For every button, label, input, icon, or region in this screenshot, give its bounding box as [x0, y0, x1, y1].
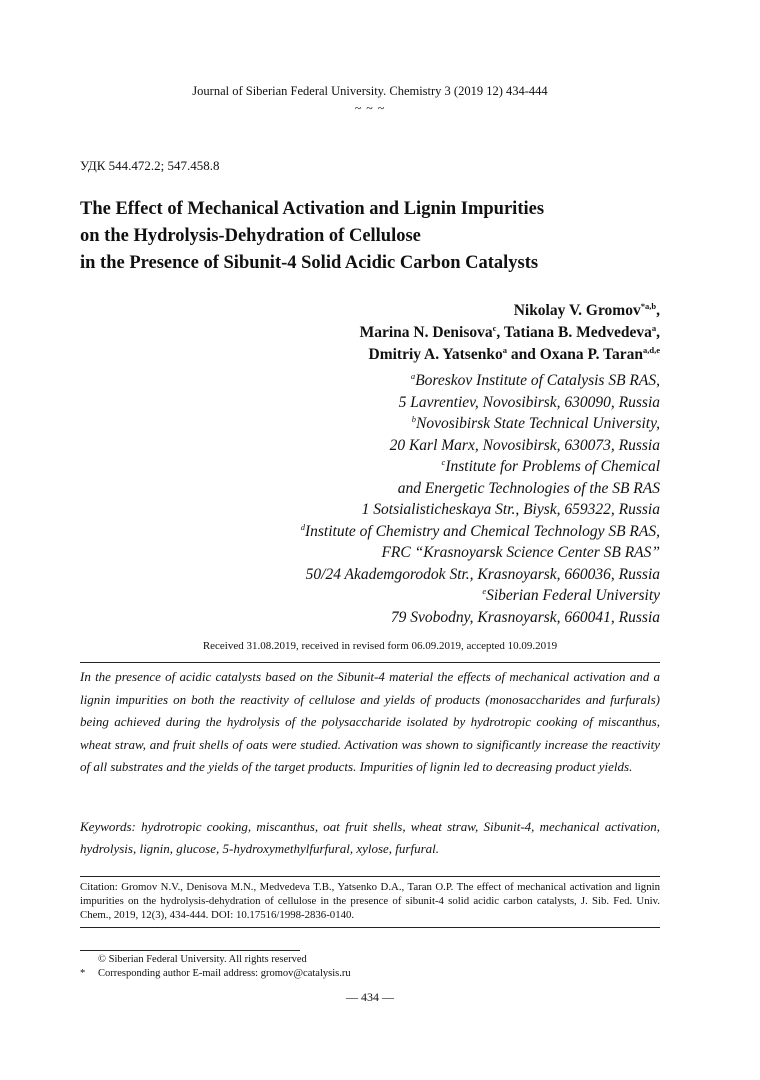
author-sup: *a,b	[640, 300, 657, 311]
affiliation-text: 5 Lavrentiev, Novosibirsk, 630090, Russia	[398, 393, 660, 411]
affiliation-line	[301, 607, 660, 629]
author-name: Oxana P. Taran	[539, 346, 643, 363]
affiliation-line	[301, 456, 660, 478]
affiliation-line	[301, 521, 660, 543]
affiliation-text: Institute for Problems of Chemical	[445, 458, 660, 475]
author-sup: a	[651, 322, 657, 333]
affiliation-sup: c	[441, 456, 446, 467]
author-list	[360, 300, 660, 366]
author-name: Marina N. Denisova	[359, 324, 493, 341]
affiliation-text: 20 Karl Marx, Novosibirsk, 630073, Russia	[389, 436, 660, 454]
affiliation-line	[301, 585, 660, 607]
author-name: Tatiana B. Medvedeva	[503, 324, 652, 341]
affiliation-sup: b	[411, 413, 417, 424]
footnote-rule	[80, 950, 300, 951]
author-sup: c	[492, 322, 497, 333]
affiliation-text: Institute of Chemistry and Chemical Technology SB RAS,	[304, 522, 660, 540]
affiliation-text: 79 Svobodny, Krasnoyarsk, 660041, Russia	[390, 608, 660, 626]
article-title	[80, 196, 680, 277]
title-line-3: in the Presence of Sibunit-4 Solid Acidic Carbon Catalysts	[80, 253, 539, 273]
affiliation-text: Boreskov Institute of Catalysis SB RAS,	[415, 372, 660, 389]
keywords: Keywords: hydrotropic cooking, miscanthus, oat fruit shells, wheat straw, Sibunit-4, mechanical activation, hydrolysis, lignin, glucose, 5-hydroxymethylfurfural, xylose, furfural.	[80, 819, 660, 856]
affiliation-text: 1 Sotsialisticheskaya Str., Biysk, 659322, Russia	[361, 501, 660, 518]
affiliation-line	[301, 370, 660, 392]
header-ornament: ~ ~ ~	[354, 101, 386, 115]
page-number: — 434 —	[346, 990, 394, 1004]
received-dates: Received 31.08.2019, received in revised form 06.09.2019, accepted 10.09.2019	[202, 640, 558, 652]
author-sep: ,	[656, 302, 660, 319]
corresponding-footnote	[80, 968, 351, 979]
author-line-3	[360, 344, 660, 366]
author-name: Dmitriy A. Yatsenko	[368, 346, 503, 363]
abstract-top-rule	[80, 662, 660, 663]
affiliation-sup: a	[410, 370, 416, 381]
affiliation-line	[301, 435, 660, 457]
citation-bottom-rule	[80, 927, 660, 928]
author-sep: ,	[496, 324, 501, 341]
affiliation-sup: e	[482, 585, 487, 596]
citation: Citation: Gromov N.V., Denisova M.N., Medvedeva T.B., Yatsenko D.A., Taran O.P. The effect of mechanical activation and lignin impurities on the hydrolysis-dehydration of cellulose in the presence of sibunit-4 solid acidic carbon catalysts, J. Sib. Fed. Univ. Chem., 2019, 12(3), 434-444. DOI: 10.17516/1998-2836-0140.	[80, 881, 660, 921]
corresponding-email: Corresponding author E-mail address: gromov@catalysis.ru	[98, 968, 351, 979]
udk-code: УДК 544.472.2; 547.458.8	[80, 158, 220, 173]
citation-top-rule	[80, 876, 660, 877]
author-sup: a,d,e	[642, 344, 660, 355]
author-line-2	[360, 322, 660, 344]
affiliation-line	[301, 392, 660, 414]
affiliation-line	[301, 542, 660, 564]
author-sep: ,	[656, 324, 660, 341]
title-line-2: on the Hydrolysis-Dehydration of Cellulose	[80, 226, 421, 246]
author-sup: a	[502, 344, 507, 355]
affiliation-sup: d	[300, 521, 305, 532]
affiliation-text: Novosibirsk State Technical University,	[416, 415, 660, 432]
affiliation-line	[301, 413, 660, 435]
affiliation-line	[301, 564, 660, 586]
author-sep: and	[506, 346, 536, 363]
affiliation-text: Siberian Federal University	[486, 587, 660, 604]
author-line-1	[360, 300, 660, 322]
journal-header: Journal of Siberian Federal University. Chemistry 3 (2019 12) 434-444	[192, 84, 548, 98]
author-name: Nikolay V. Gromov	[513, 302, 641, 319]
title-line-1: The Effect of Mechanical Activation and Lignin Impurities	[80, 199, 545, 219]
abstract: In the presence of acidic catalysts based on the Sibunit-4 material the effects of mechanical activation and a lignin impurities on both the reactivity of cellulose and yields of products (monosaccharides and furfurals) being achieved during the hydrolysis of the polysaccharide isolated by hydrotropic cooking of miscanthus, wheat straw, and fruit shells of oats were studied. Activation was shown to significantly increase the reactivity of all substrates and the yields of the target products. Impurities of lignin led to decreasing product yields.	[80, 669, 660, 774]
affiliation-text: FRC “Krasnoyarsk Science Center SB RAS”	[381, 544, 660, 561]
affiliation-line	[301, 499, 660, 521]
affiliation-text: and Energetic Technologies of the SB RAS	[397, 479, 660, 497]
affiliation-line	[301, 478, 660, 500]
footnote-star: *	[80, 968, 86, 979]
affiliation-list	[301, 370, 660, 628]
copyright-footnote: © Siberian Federal University. All rights reserved	[98, 954, 307, 965]
affiliation-text: 50/24 Akademgorodok Str., Krasnoyarsk, 660036, Russia	[305, 565, 660, 583]
